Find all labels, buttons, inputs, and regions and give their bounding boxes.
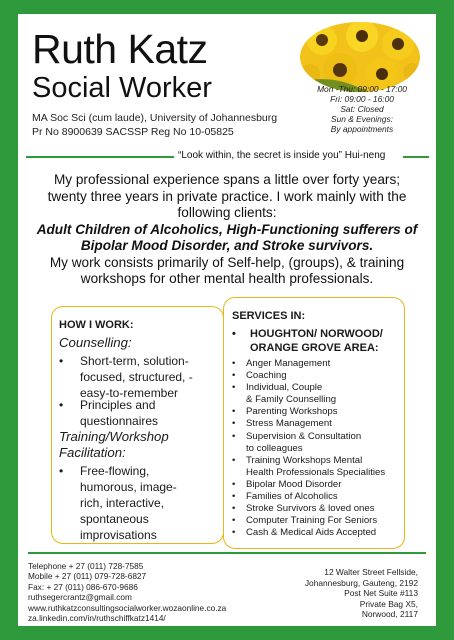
- quote-divider-left: [26, 156, 174, 158]
- bullet-icon: •: [232, 491, 236, 503]
- service-item: • Coaching: [232, 370, 287, 382]
- website-link[interactable]: www.ruthkatzconsultingsocialworker.wozaonline.co.za: [28, 602, 227, 613]
- mobile: Mobile + 27 (011) 079-728-6827: [28, 571, 147, 582]
- bullet-icon: •: [232, 370, 236, 382]
- email-link[interactable]: ruthsegercrantz@gmail.com: [28, 592, 132, 603]
- telephone: Telephone + 27 (011) 728-7585: [28, 561, 144, 571]
- hours-line: Sat: Closed: [340, 103, 384, 114]
- client-groups-line: Bipolar Mood Disorder, and Stroke survivors.: [80, 238, 374, 253]
- intro-line: workshops for other mental health professionals.: [80, 271, 374, 286]
- bullet-icon: •: [232, 358, 236, 369]
- bullet-icon: •: [59, 354, 64, 368]
- service-item: • Families of Alcoholics: [232, 491, 338, 503]
- counselling-heading: Counselling:: [59, 335, 132, 350]
- qualifications: [32, 112, 277, 139]
- intro-paragraph: [28, 172, 426, 288]
- sunflowers-image: [300, 22, 420, 92]
- intro-line: My work consists primarily of Self-help, (groups), & training: [49, 254, 405, 270]
- address-line: Norwood, 2117: [361, 609, 418, 620]
- service-item: • Stress Management: [232, 418, 332, 430]
- bullet-icon: •: [59, 398, 64, 412]
- service-item: • Training Workshops Mental Health Professionals Specialities: [232, 454, 386, 478]
- bullet-icon: •: [232, 328, 236, 340]
- hours-line: Mon -Thu: 09:00 - 17:00: [317, 84, 407, 94]
- name-heading: Ruth Katz: [32, 26, 208, 72]
- linkedin-link[interactable]: za.linkedin.com/in/ruthschiffkatz1414/: [28, 613, 166, 624]
- service-item: • Computer Training For Seniors: [232, 515, 378, 527]
- flyer-page: Ruth Katz Social Worker MA Soc Sci (cum laude), University of Johannesburg Pr No 8900639 SACSSP Reg No 10-05825 Mon -Thu: 09:00 - 17:00 Fri: 09:00 - 16:00 Sat: Closed Sun & Evenings: By appointments “Look within, the secret is inside you” Hui-neng My professional experience spans a little over forty years; twenty three years in private practice. I work mainly with the following clients: Adult Children of Alcoholics, High-Functioning sufferers of Bipolar Mood Disorder, and Stroke survivors. My work consists primarily of Self-help, (groups), & training workshops for other mental health professionals. HOW I WORK: Counselling: • Short-term, solution- focused, structured, - easy-to-remember • Principles and questionnaires Training/Workshop Facilitation: • Free-flowing, humorous, image- rich, interactive, spontaneous improvisations SERVICES IN: • HOUGHTON/ NORWOOD/ ORANGE GROVE AREA: • Anger Management • Coaching • Individual, Couple & Family Counselling • Parenting Workshops • Stress Management • Supervision & Consultation to colleagues • Training Workshops Mental Health Professionals Specialities • Bipolar Mood Disorder • Families of Alcoholics • Stroke Survivors & loved ones • Computer Training For Seniors • Cash & Medical Aids Accepted Telephone + 27 (011) 728-7585 Mobile + 27 (011) 079-728-6827 Fax: + 27 (011) 086-670-9686 ruthsegercrantz@gmail.com www.ruthkatzconsultingsocialworker.wozaonline.co.za za.linkedin.com/in/ruthschiffkatz1414/ 12 Walter Street Fellside, Johannesburg, Gauteng, 2192 Post Net Suite #113 Private Bag X5, Norwood, 2117: [18, 14, 436, 626]
- quote-text: “Look within, the secret is inside you” Hui-neng: [178, 150, 386, 161]
- service-item: • Bipolar Mood Disorder: [232, 478, 342, 490]
- office-hours: [300, 85, 424, 135]
- contact-details: [28, 561, 226, 623]
- address-line: Johannesburg, Gauteng, 2192: [304, 577, 418, 588]
- bullet-icon: •: [232, 527, 236, 539]
- bullet-icon: •: [232, 430, 236, 442]
- hours-line: Fri: 09:00 - 16:00: [330, 93, 394, 104]
- profession-title: Social Worker: [32, 72, 212, 104]
- service-item: • Individual, Couple & Family Counselling: [232, 382, 337, 406]
- intro-line: twenty three years in private practice. I work mainly with the: [47, 188, 407, 204]
- bullet-icon: •: [232, 454, 236, 466]
- quote-row: [18, 149, 436, 163]
- client-groups-line: Adult Children of Alcoholics, High-Functioning sufferers of: [36, 221, 418, 237]
- service-item: • Anger Management: [232, 358, 331, 369]
- services-heading: SERVICES IN:: [232, 310, 306, 322]
- how-i-work-heading: HOW I WORK:: [59, 319, 134, 331]
- footer-divider: [28, 552, 426, 554]
- address-line: Private Bag X5,: [359, 598, 418, 609]
- address-line: 12 Walter Street Fellside,: [324, 567, 418, 577]
- fax: Fax: + 27 (011) 086-670-9686: [28, 581, 138, 592]
- bullet-icon: •: [232, 418, 236, 430]
- service-item: • Cash & Medical Aids Accepted: [232, 527, 377, 539]
- hours-line: Sun & Evenings:: [331, 113, 393, 124]
- bullet-icon: •: [232, 515, 236, 527]
- address-line: Post Net Suite #113: [344, 588, 418, 599]
- intro-line: following clients:: [177, 205, 277, 220]
- bullet-icon: •: [232, 382, 236, 394]
- postal-address: [250, 567, 418, 620]
- services-list: [232, 358, 412, 539]
- facilitation-heading: Facilitation:: [59, 445, 126, 460]
- qualification-line: Pr No 8900639 SACSSP Reg No 10-05825: [32, 125, 234, 138]
- intro-line: My professional experience spans a little over forty years;: [53, 172, 401, 187]
- bullet-icon: •: [232, 503, 236, 515]
- bullet-icon: •: [232, 478, 236, 490]
- qualification-line: MA Soc Sci (cum laude), University of Johannesburg: [32, 112, 278, 124]
- training-heading: Training/Workshop: [59, 429, 169, 444]
- hours-line: By appointments: [330, 123, 394, 134]
- service-item: • Parenting Workshops: [232, 406, 338, 418]
- bullet-icon: •: [232, 406, 236, 418]
- quote-divider-right: [403, 156, 429, 158]
- service-item: • Supervision & Consultation to colleagues: [232, 430, 362, 454]
- bullet-icon: •: [59, 464, 64, 478]
- service-item: • Stroke Survivors & loved ones: [232, 503, 375, 515]
